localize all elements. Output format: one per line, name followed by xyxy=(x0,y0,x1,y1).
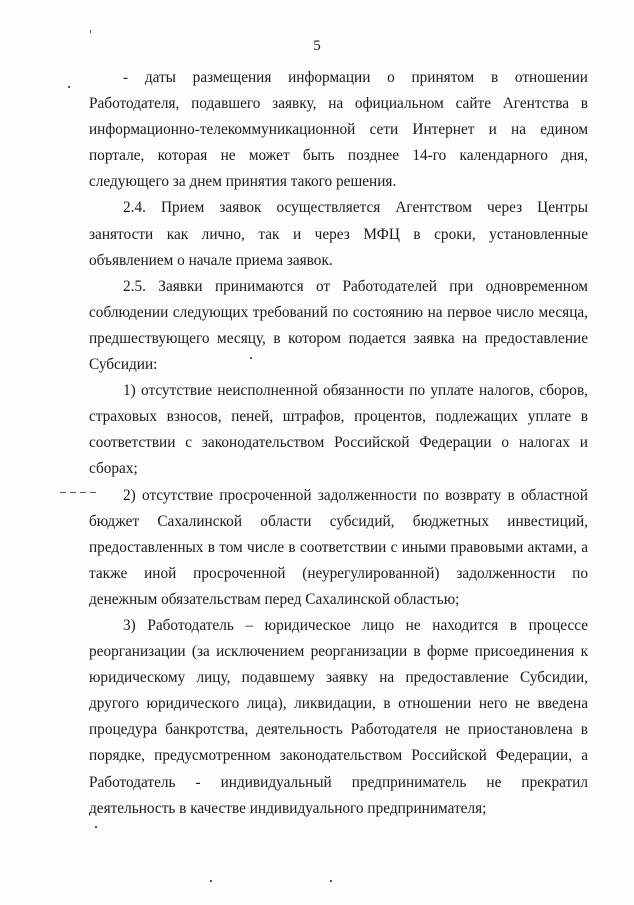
scan-dash-left xyxy=(70,492,76,493)
document-body xyxy=(89,65,588,822)
requirement-3: 3) Работодатель – юридическое лицо не находится в процессе реорганизации (за исключением реорганизации в форме присоединения к юридическому лицу, подавшему заявку на предоставление Субсидии, другого юридического лица), ликвидации, в отношении него не введена процедура банкротства, деятельность Работодателя не приостановлена в порядке, предусмотренном законодательством Российской Федерации, а Работодатель - индивидуальный предприниматель не прекратил деятельность в качестве индивидуального предпринимателя; xyxy=(89,616,588,817)
paragraph-2-5: 2.5. Заявки принимаются от Работодателей при одновременном соблюдении следующих требований по состоянию на первое число месяца, предшествующего месяцу, в котором подается заявка на предоставление Субсидии: xyxy=(89,277,588,374)
scan-dot xyxy=(95,826,97,828)
paragraph-2-4: 2.4. Прием заявок осуществляется Агентством через Центры занятости как лично, так и через МФЦ в сроки, установленные объявлением о начале приема заявок. xyxy=(89,199,588,269)
scan-dash-left xyxy=(90,492,96,493)
page-number: 5 xyxy=(313,38,321,54)
scan-dot xyxy=(250,357,252,359)
scan-dash-left xyxy=(80,492,86,493)
requirement-1: 1) отсутствие неисполненной обязанности по уплате налогов, сборов, страховых взносов, пеней, штрафов, процентов, подлежащих уплате в соответствии с законодательством Российской Федерации о налогах и сборах; xyxy=(89,382,588,478)
scan-dot xyxy=(210,880,212,882)
scan-dot xyxy=(90,30,91,33)
scan-dash-left xyxy=(60,492,66,493)
paragraph-date-publication: - даты размещения информации о принятом в отношении Работодателя, подавшего заявку, на официальном сайте Агентства в информационно-телекоммуникационной сети Интернет и на едином портале, которая не может быть позднее 14-го календарного дня, следующего за днем принятия такого решения. xyxy=(89,69,588,191)
requirement-2: 2) отсутствие просроченной задолженности по возврату в областной бюджет Сахалинской области субсидий, бюджетных инвестиций, предоставленных в том числе в соответствии с иными правовыми актами, а также иной просроченной (неурегулированной) задолженности по денежным обязательствам перед Сахалинской областью; xyxy=(89,486,588,608)
scan-dot xyxy=(330,880,332,882)
scan-dot xyxy=(68,86,70,88)
